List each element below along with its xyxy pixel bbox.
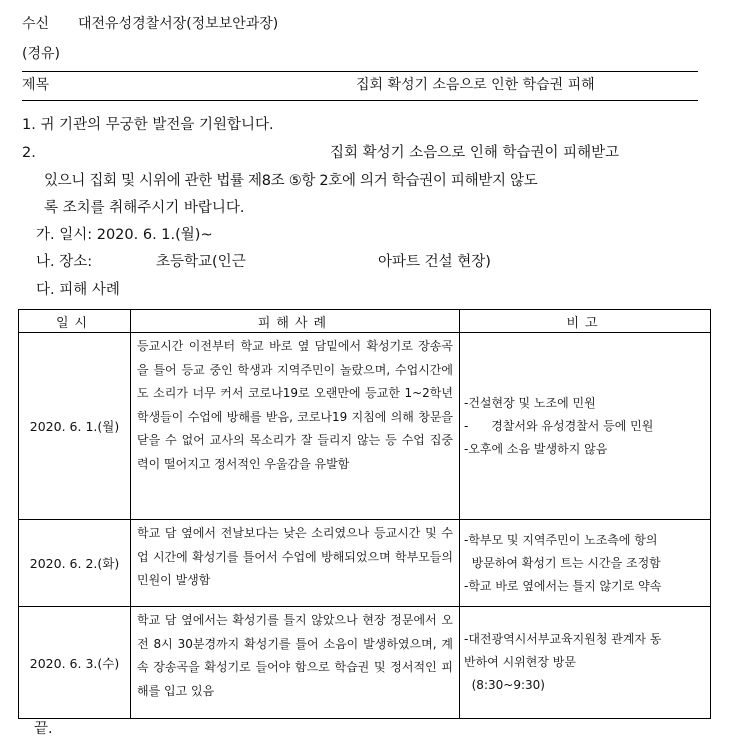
recipient-value: 대전유성경찰서장(정보보안과장): [78, 16, 279, 32]
row-damage: 학교 담 옆에서 전날보다는 낮은 소리였으나 등교시간 및 수업 시간에 확성기를 틀어서 수업에 방해되었으며 학부모들의 민원이 발생함: [131, 520, 460, 607]
row-damage: 등교시간 이전부터 학교 바로 옆 담밑에서 확성기로 장송곡을 틀어 등교 중인 학생과 지역주민이 놀랐으며, 수업시간에도 소리가 너무 커서 코로나19로 오랜만에 등교한 1~2학년 학생들이 수업에 방해를 받음, 코로나19 지침에 의해 창문을 닫을 수 없어 교사의 목소리가 잘 들리지 않는 등 수업 집중력이 떨어지고 정서적인 우울감을 유발함: [131, 333, 460, 520]
paragraph-1: 1. 귀 기관의 무궁한 발전을 기원합니다.: [22, 117, 274, 133]
paragraph-2-number: 2.: [22, 145, 36, 161]
note-line: -학부모 및 지역주민이 노조측에 항의: [464, 532, 658, 547]
table-row: [19, 607, 711, 719]
header-divider-bottom: [22, 100, 698, 101]
item-date: 가. 일시: 2020. 6. 1.(월)~: [36, 227, 213, 243]
row-damage: 학교 담 옆에서는 확성기를 틀지 않았으나 현장 정문에서 오전 8시 30분경까지 확성기를 틀어 소음이 발생하였으며, 계속 장송곡을 확성기로 들어야 함으로 학습권 및 정서적인 피해를 입고 있음: [131, 607, 460, 719]
table-row: [19, 520, 711, 607]
row-date: 2020. 6. 1.(월): [19, 333, 131, 520]
row-notes: [460, 520, 711, 607]
paragraph-2-line-3: 록 조치를 취해주시기 바랍니다.: [44, 200, 245, 216]
subject-label: 제목: [22, 77, 50, 93]
item-place-school: 초등학교(인근: [156, 254, 246, 270]
via-label: (경유): [22, 46, 60, 62]
row-date: 2020. 6. 2.(화): [19, 520, 131, 607]
note-line: -대전광역시서부교육지원청 관계자 동: [464, 632, 662, 646]
row-notes: [460, 333, 711, 520]
note-line: (8:30~9:30): [464, 678, 545, 692]
table-header-row: [19, 310, 711, 333]
closing-mark: 끝.: [34, 721, 53, 737]
damage-table: [18, 309, 711, 719]
note-line: - 경찰서와 유성경찰서 등에 민원: [464, 418, 654, 433]
paragraph-2-line-1: 집회 확성기 소음으로 인해 학습권이 피해받고: [330, 145, 620, 161]
recipient-label: 수신: [22, 16, 50, 32]
item-place-label: 나. 장소:: [36, 254, 93, 270]
note-line: -건설현장 및 노조에 민원: [464, 395, 596, 410]
paragraph-2-line-2: 있으니 집회 및 시위에 관한 법률 제8조 ⑤항 2호에 의거 학습권이 피해받지 않도: [44, 173, 538, 189]
header-damage: 피해사례: [131, 310, 460, 333]
note-line: 반하여 시위현장 방문: [464, 655, 576, 669]
header-date: 일시: [19, 310, 131, 333]
item-damage-cases: 다. 피해 사례: [36, 282, 120, 298]
note-line: 방문하여 확성기 트는 시간을 조정함: [464, 555, 661, 570]
row-notes: [460, 607, 711, 719]
header-divider-top: [22, 71, 698, 72]
note-line: -학교 바로 옆에서는 틀지 않기로 약속: [464, 578, 662, 593]
table-row: [19, 333, 711, 520]
row-date: 2020. 6. 3.(수): [19, 607, 131, 719]
header-notes: 비고: [460, 310, 711, 333]
subject-value: 집회 확성기 소음으로 인한 학습권 피해: [356, 77, 595, 93]
note-line: -오후에 소음 발생하지 않음: [464, 441, 608, 456]
item-place-site: 아파트 건설 현장): [378, 254, 491, 270]
